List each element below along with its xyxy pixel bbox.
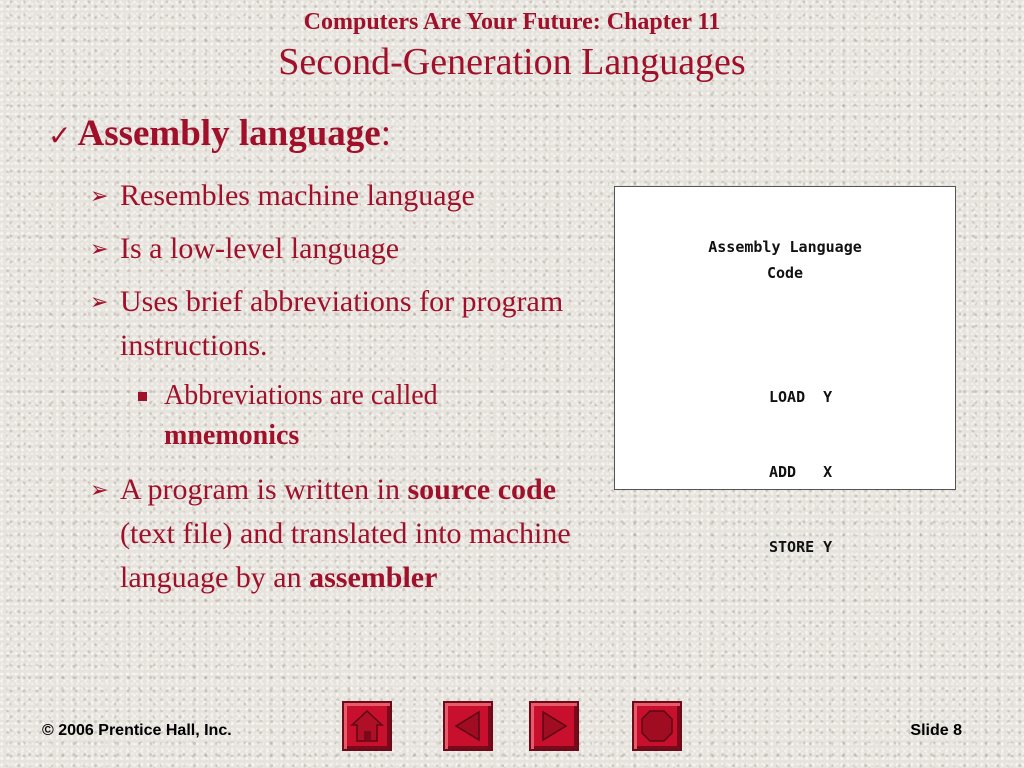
arrow-bullet-icon: ➢ [90, 477, 109, 502]
end-show-icon [634, 703, 680, 749]
heading-suffix: : [380, 113, 391, 154]
code-line: STORE Y [769, 538, 833, 556]
home-button[interactable] [342, 701, 392, 751]
arrow-bullet-icon: ➢ [90, 236, 109, 261]
previous-icon [445, 703, 491, 749]
bullet-text: Resembles machine language [120, 179, 475, 212]
bullet-text: Uses brief abbreviations for program instructions. [120, 285, 564, 362]
checkmark-icon: ✓ [48, 121, 72, 152]
arrow-bullet-icon: ➢ [90, 289, 109, 314]
bullet-item [90, 227, 595, 271]
end-show-button[interactable] [632, 701, 682, 751]
bullet-item [90, 468, 595, 600]
code-figure-heading: Assembly Language Code [708, 238, 862, 282]
slide-header [0, 6, 1024, 84]
slide-number: Slide 8 [910, 722, 962, 739]
heading-text: Assembly language [77, 113, 381, 154]
source-code-term: source code [407, 473, 557, 506]
mnemonics-term: mnemonics [164, 420, 300, 451]
main-bullet [48, 112, 391, 159]
chapter-title: Computers Are Your Future: Chapter 11 [303, 9, 721, 35]
sub-bullet-item [138, 376, 578, 456]
code-line: LOAD Y [769, 388, 833, 406]
arrow-bullet-icon: ➢ [90, 183, 109, 208]
bullet-item [90, 174, 595, 218]
square-bullet-icon [138, 392, 147, 401]
home-icon [344, 703, 390, 749]
next-icon [531, 703, 577, 749]
bullet-item [90, 280, 595, 368]
sub-bullet-text: Abbreviations are called mnemonics [164, 380, 438, 451]
code-lines [769, 335, 832, 610]
bullet-text: Is a low-level language [120, 232, 400, 265]
code-line: ADD X [769, 463, 833, 481]
slide-title: Second-Generation Languages [278, 41, 746, 83]
bullet-text: A program is written in source code (text file) and translated into machine language by an assembler [120, 473, 571, 594]
assembly-code-figure [614, 186, 956, 556]
next-slide-button[interactable] [529, 701, 579, 751]
copyright-text: © 2006 Prentice Hall, Inc. [42, 722, 232, 739]
assembler-term: assembler [309, 561, 438, 594]
previous-slide-button[interactable] [443, 701, 493, 751]
